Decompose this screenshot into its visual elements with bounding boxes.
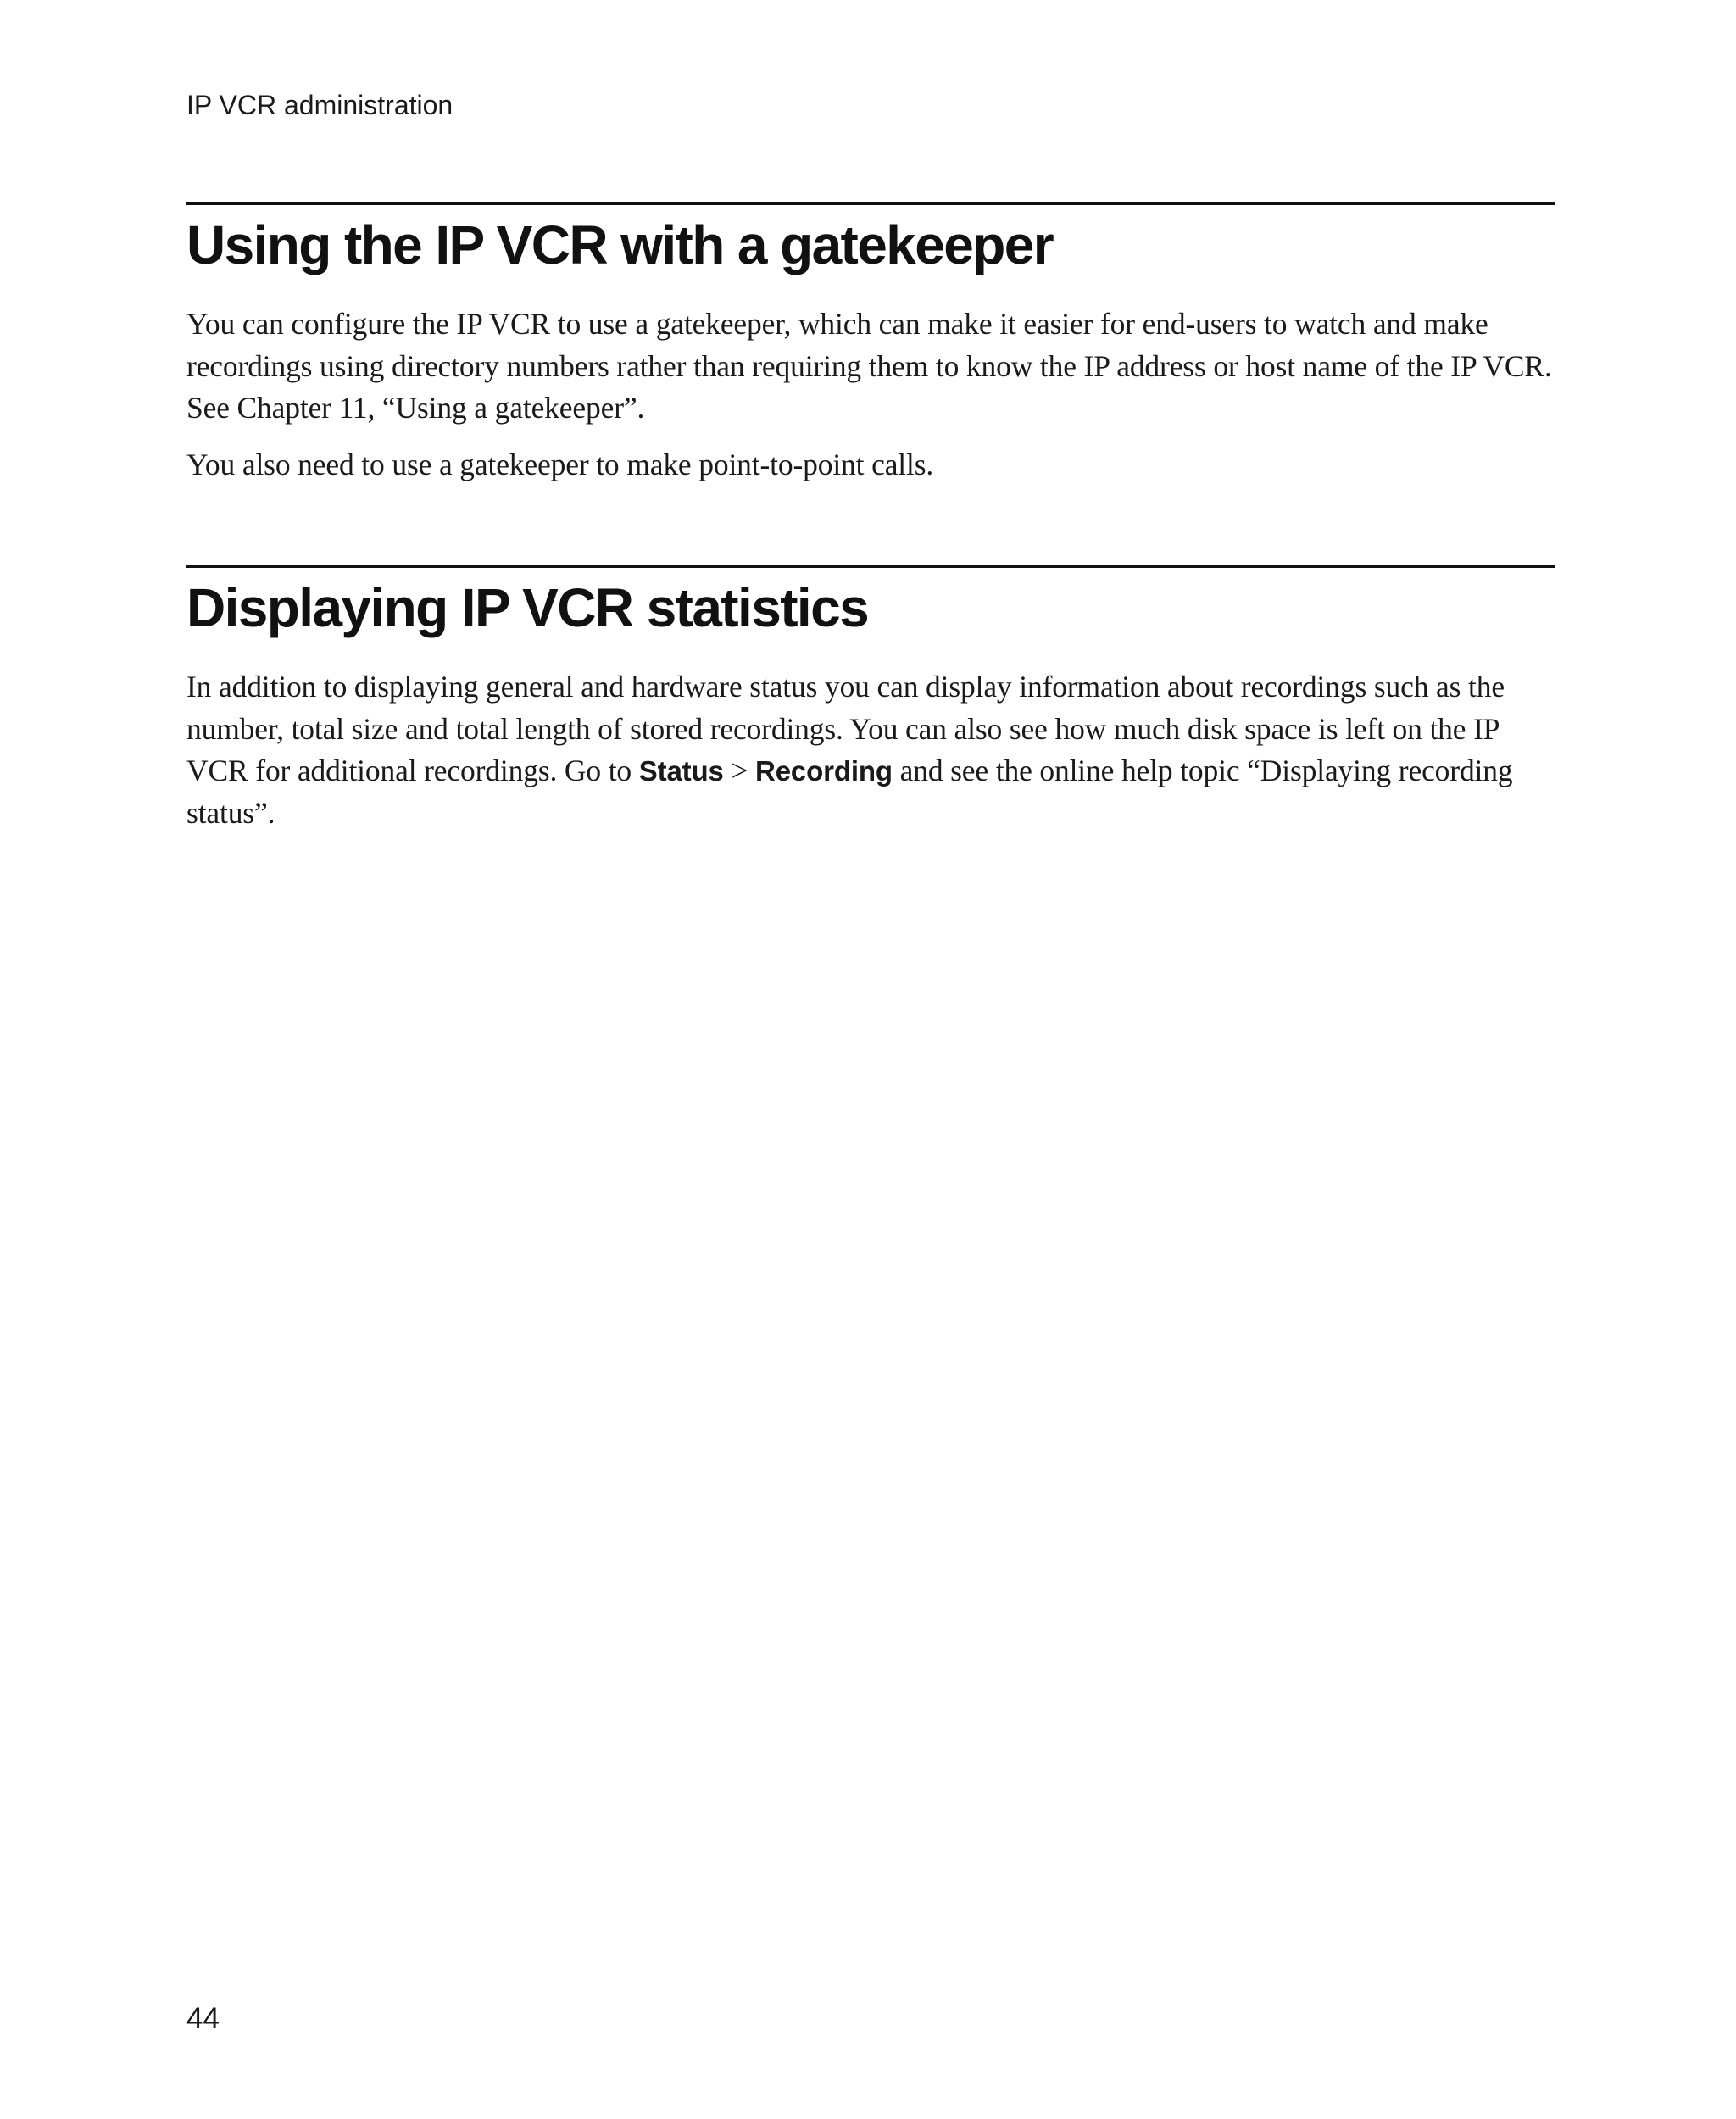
section-title: Using the IP VCR with a gatekeeper bbox=[186, 214, 1054, 275]
section-title: Displaying IP VCR statistics bbox=[186, 577, 869, 638]
section-statistics bbox=[186, 565, 1555, 834]
paragraph-text: and see the online help topic “Displaying recording status”. bbox=[186, 754, 1513, 830]
menu-path-separator: > bbox=[723, 754, 756, 787]
menu-reference-status: Status bbox=[638, 755, 724, 787]
body-paragraph: You also need to use a gatekeeper to make point-to-point calls. bbox=[186, 447, 934, 481]
running-header: IP VCR administration bbox=[186, 90, 453, 120]
page-number: 44 bbox=[186, 2002, 220, 2035]
section-gatekeeper bbox=[186, 202, 1555, 486]
paragraph-text: In addition to displaying general and hardware status you can display information about recordings such as the number, total size and total length of stored recordings. You can also see how much disk space is left on the IP VCR for additional recordings. Go to bbox=[186, 670, 1505, 787]
body-paragraph bbox=[186, 666, 1555, 834]
menu-reference-recording: Recording bbox=[755, 755, 893, 787]
body-paragraph: You can configure the IP VCR to use a gatekeeper, which can make it easier for end-users to watch and make recordings using directory numbers rather than requiring them to know the IP address or host name of the IP VCR. See Chapter 11, “Using a gatekeeper”. bbox=[186, 307, 1552, 425]
